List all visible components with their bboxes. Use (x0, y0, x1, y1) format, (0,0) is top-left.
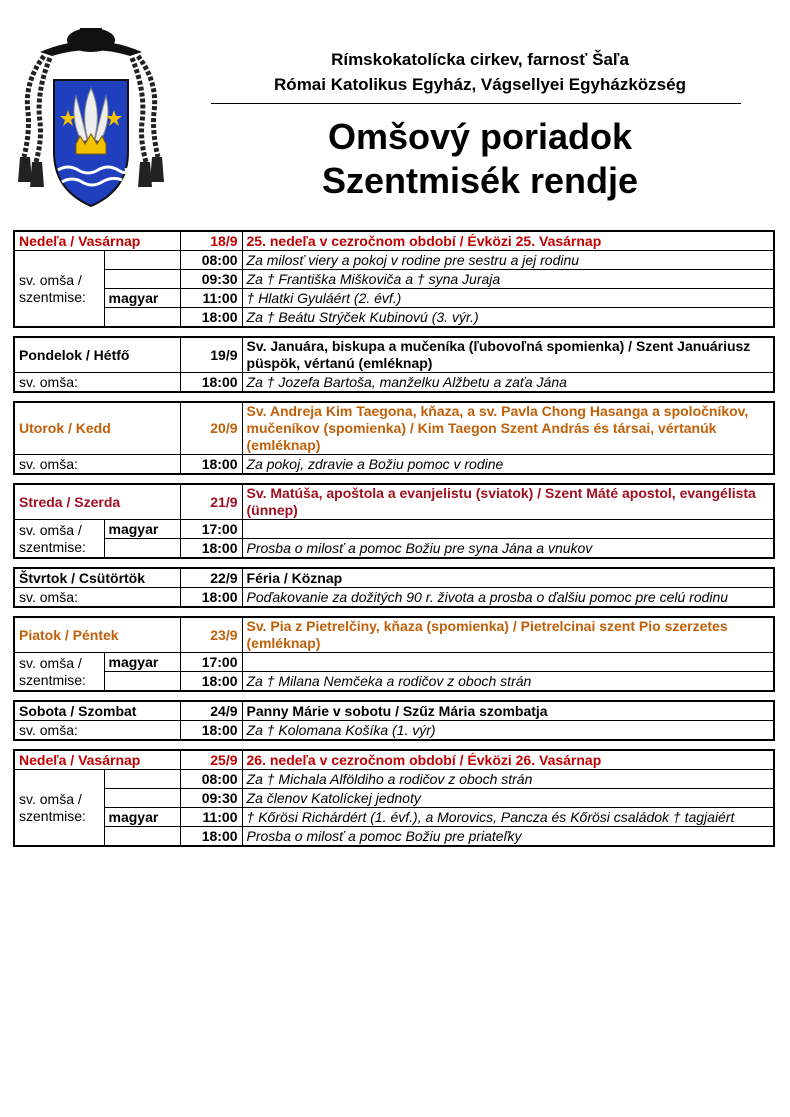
day-date: 24/9 (180, 701, 242, 721)
mass-language: magyar (104, 289, 180, 308)
celebration: Sv. Januára, biskupa a mučeníka (ľubovoľná spomienka) / Szent Januáriusz püspök, vértanú (emléknap) (242, 337, 774, 373)
mass-time: 18:00 (180, 827, 242, 847)
mass-time: 18:00 (180, 721, 242, 741)
mass-time: 09:30 (180, 789, 242, 808)
celebration: 26. nedeľa v cezročnom období / Évközi 26. Vasárnap (242, 750, 774, 770)
parish-name-hungarian: Római Katolikus Egyház, Vágsellyei Egyházközség (274, 75, 686, 94)
title-slovak: Omšový poriadok (327, 116, 633, 157)
mass-time: 11:00 (180, 289, 242, 308)
mass-time: 18:00 (180, 373, 242, 393)
parish-name-slovak: Rímskokatolícka cirkev, farnosť Šaľa (331, 50, 629, 69)
day-block (13, 749, 775, 847)
mass-intention: † Kőrösi Richárdért (1. évf.), a Morovics, Pancza és Kőrösi családok † tagjaiért (242, 808, 774, 827)
day-date: 21/9 (180, 484, 242, 520)
day-block (13, 401, 775, 475)
day-date: 18/9 (180, 231, 242, 251)
day-date: 23/9 (180, 617, 242, 653)
mass-intention: Za † Kolomana Košíka (1. výr) (242, 721, 774, 741)
mass-time: 18:00 (180, 672, 242, 692)
day-block (13, 230, 775, 328)
celebration: 25. nedeľa v cezročnom období / Évközi 25. Vasárnap (242, 231, 774, 251)
mass-time: 11:00 (180, 808, 242, 827)
celebration: Sv. Matúša, apoštola a evanjelistu (sviatok) / Szent Máté apostol, evangélista (ünnep) (242, 484, 774, 520)
celebration: Panny Márie v sobotu / Szűz Mária szombatja (242, 701, 774, 721)
mass-intention (242, 520, 774, 539)
day-date: 22/9 (180, 568, 242, 588)
mass-label: sv. omša / szentmise: (14, 770, 104, 847)
page-header (0, 0, 790, 220)
day-date: 19/9 (180, 337, 242, 373)
day-block (13, 700, 775, 741)
mass-time: 18:00 (180, 455, 242, 475)
day-date: 20/9 (180, 402, 242, 455)
mass-language (104, 270, 180, 289)
day-name: Nedeľa / Vasárnap (14, 750, 180, 770)
mass-intention: Za členov Katolíckej jednoty (242, 789, 774, 808)
mass-time: 18:00 (180, 308, 242, 328)
day-block (13, 336, 775, 393)
mass-time: 08:00 (180, 251, 242, 270)
mass-intention: Prosba o milosť a pomoc Božiu pre syna Jána a vnukov (242, 539, 774, 559)
celebration: Féria / Köznap (242, 568, 774, 588)
mass-intention (242, 653, 774, 672)
mass-language: magyar (104, 653, 180, 672)
mass-language (104, 789, 180, 808)
day-name: Nedeľa / Vasárnap (14, 231, 180, 251)
mass-intention: Za milosť viery a pokoj v rodine pre sestru a jej rodinu (242, 251, 774, 270)
mass-label: sv. omša: (14, 588, 180, 608)
mass-intention: † Hlatki Gyuláért (2. évf.) (242, 289, 774, 308)
day-name: Streda / Szerda (14, 484, 180, 520)
mass-language (104, 251, 180, 270)
day-name: Pondelok / Hétfő (14, 337, 180, 373)
day-block (13, 567, 775, 608)
mass-schedule (13, 230, 775, 855)
mass-language (104, 672, 180, 692)
mass-intention: Poďakovanie za dožitých 90 r. života a prosba o ďalšiu pomoc pre celú rodinu (242, 588, 774, 608)
day-block (13, 483, 775, 559)
mass-label: sv. omša / szentmise: (14, 251, 104, 328)
mass-time: 17:00 (180, 653, 242, 672)
mass-label: sv. omša / szentmise: (14, 520, 104, 559)
mass-language: magyar (104, 520, 180, 539)
mass-label: sv. omša: (14, 721, 180, 741)
mass-label: sv. omša: (14, 373, 180, 393)
mass-language (104, 308, 180, 328)
celebration: Sv. Andreja Kim Taegona, kňaza, a sv. Pavla Chong Hasanga a spoločníkov, mučeníkov (spomienka) / Kim Taegon Szent András és társai, vértanúk (emléknap) (242, 402, 774, 455)
celebration: Sv. Pia z Pietrelčiny, kňaza (spomienka) / Pietrelcinai szent Pio szerzetes (emléknap) (242, 617, 774, 653)
mass-intention: Prosba o milosť a pomoc Božiu pre priateľky (242, 827, 774, 847)
mass-label: sv. omša: (14, 455, 180, 475)
mass-intention: Za † Milana Nemčeka a rodičov z oboch strán (242, 672, 774, 692)
day-date: 25/9 (180, 750, 242, 770)
mass-time: 18:00 (180, 588, 242, 608)
mass-intention: Za † Jozefa Bartoša, manželku Alžbetu a zaťa Jána (242, 373, 774, 393)
mass-time: 09:30 (180, 270, 242, 289)
mass-language (104, 770, 180, 789)
mass-language (104, 827, 180, 847)
mass-time: 08:00 (180, 770, 242, 789)
header-divider (211, 103, 741, 104)
mass-intention: Za pokoj, zdravie a Božiu pomoc v rodine (242, 455, 774, 475)
mass-intention: Za † Františka Miškoviča a † syna Juraja (242, 270, 774, 289)
day-name: Štvrtok / Csütörtök (14, 568, 180, 588)
mass-language: magyar (104, 808, 180, 827)
mass-language (104, 539, 180, 559)
day-name: Sobota / Szombat (14, 701, 180, 721)
coat-of-arms-emblem (10, 22, 172, 218)
day-block (13, 616, 775, 692)
mass-intention: Za † Michala Alföldiho a rodičov z oboch strán (242, 770, 774, 789)
mass-label: sv. omša / szentmise: (14, 653, 104, 692)
day-name: Utorok / Kedd (14, 402, 180, 455)
mass-time: 18:00 (180, 539, 242, 559)
title-hungarian: Szentmisék rendje (321, 160, 639, 201)
mass-intention: Za † Beátu Strýček Kubinovú (3. výr.) (242, 308, 774, 328)
mass-time: 17:00 (180, 520, 242, 539)
day-name: Piatok / Péntek (14, 617, 180, 653)
